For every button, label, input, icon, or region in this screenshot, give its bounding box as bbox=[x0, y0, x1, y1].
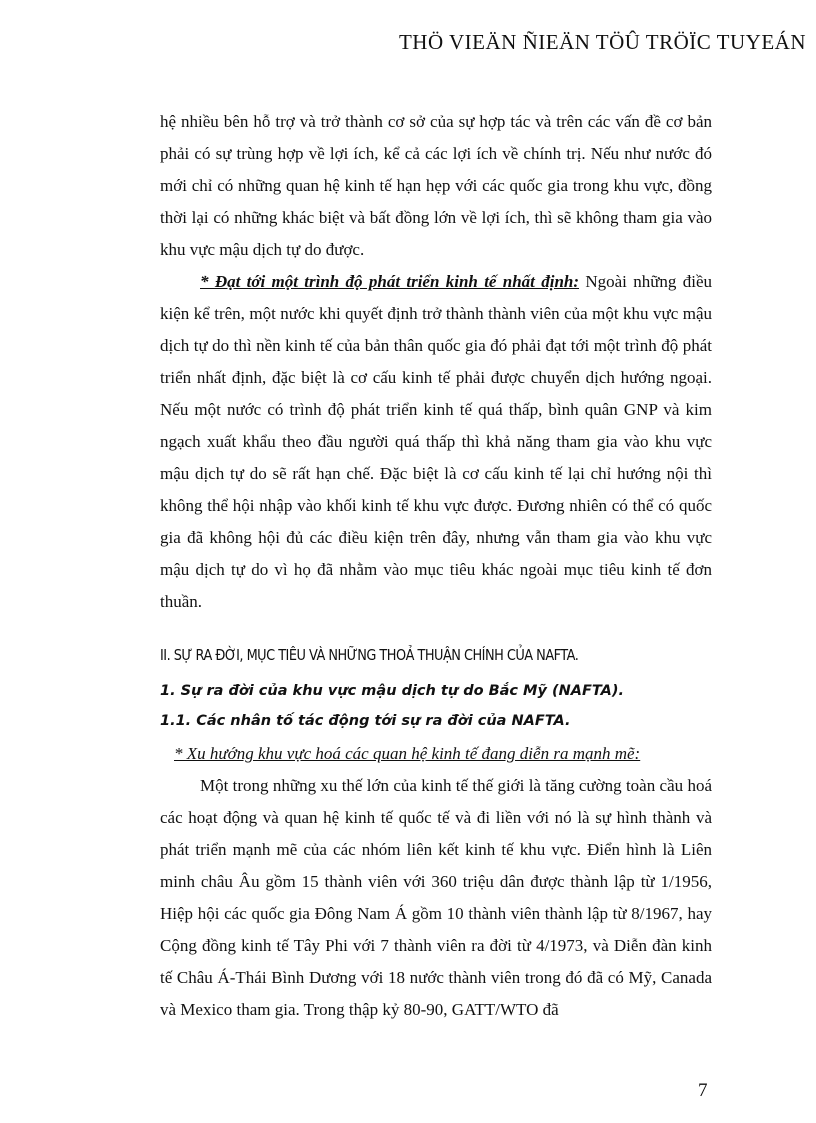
subheading-1-1: 1.1. Các nhân tố tác động tới sự ra đời của NAFTA. bbox=[160, 713, 571, 729]
section-heading: II. SỰ RA ĐỜI, MỤC TIÊU VÀ NHỮNG THOẢ THUẬN CHÍNH CỦA NAFTA. bbox=[160, 646, 579, 664]
paragraph-2 bbox=[160, 266, 712, 618]
page-number: 7 bbox=[698, 1080, 708, 1101]
body-text-top bbox=[160, 106, 712, 618]
paragraph-2-text: Ngoài những điều kiện kể trên, một nước khi quyết định trở thành thành viên của một khu vực mậu dịch tự do thì nền kinh tế của bản thân quốc gia đó phải đạt tới một trình độ phát triển nhất định, đặc biệt là cơ cấu kinh tế phải được chuyển dịch hướng ngoại. Nếu một nước có trình độ phát triển kinh tế quá thấp, bình quân GNP và kim ngạch xuất khẩu theo đầu người quá thấp thì khả năng tham gia vào khu vực mậu dịch tự do sẽ rất hạn chế. Đặc biệt là cơ cấu kinh tế lại chỉ hướng nội thì không thể hội nhập vào khối kinh tế khu vực được. Đương nhiên có thể có quốc gia đã không hội đủ các điều kiện trên đây, nhưng vẫn tham gia vào khu vực mậu dịch tự do vì họ đã nhằm vào mục tiêu khác ngoài mục tiêu kinh tế đơn thuần. bbox=[160, 272, 712, 611]
subheading-1: 1. Sự ra đời của khu vực mậu dịch tự do Bắc Mỹ (NAFTA). bbox=[160, 683, 624, 699]
paragraph-2-heading: * Đạt tới một trình độ phát triển kinh tế nhất định: bbox=[200, 272, 580, 291]
paragraph-1: hệ nhiều bên hỗ trợ và trở thành cơ sở của sự hợp tác và trên các vấn đề cơ bản phải có sự trùng hợp về lợi ích, kể cả các lợi ích về chính trị. Nếu như nước đó mới chỉ có những quan hệ kinh tế hạn hẹp với các quốc gia trong khu vực, đồng thời lại có những khác biệt và bất đồng lớn về lợi ích, thì sẽ không tham gia vào khu vực mậu dịch tự do được. bbox=[160, 112, 712, 259]
sub-point-heading: * Xu hướng khu vực hoá các quan hệ kinh tế đang diễn ra mạnh mẽ: bbox=[174, 744, 641, 763]
page-header: THÖ VIEÄN ÑIEÄN TÖÛ TRÖÏC TUYEÁN bbox=[398, 30, 806, 54]
sub-point bbox=[160, 738, 712, 770]
paragraph-3: Một trong những xu thế lớn của kinh tế thế giới là tăng cường toàn cầu hoá các hoạt động và quan hệ kinh tế quốc tế và đi liền với nó là sự hình thành và phát triển mạnh mẽ của các nhóm liên kết kinh tế khu vực. Điển hình là Liên minh châu Âu gồm 15 thành viên với 360 triệu dân được thành lập từ 1/1956, Hiệp hội các quốc gia Đông Nam Á gồm 10 thành viên thành lập từ 8/1967, hay Cộng đồng kinh tế Tây Phi với 7 thành viên ra đời từ 4/1973, và Diễn đàn kinh tế Châu Á-Thái Bình Dương với 18 nước thành viên trong đó đã có Mỹ, Canada và Mexico tham gia. Trong thập kỷ 80-90, GATT/WTO đã bbox=[160, 776, 712, 1019]
body-text-bottom bbox=[160, 738, 712, 1026]
